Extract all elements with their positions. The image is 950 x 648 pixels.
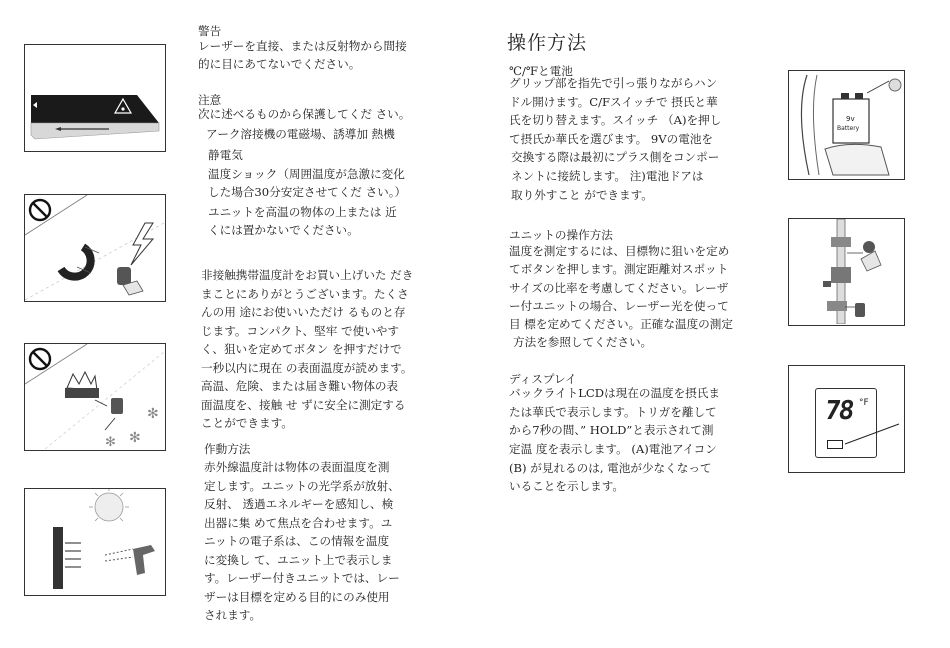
principle-line: 反射、 透過エネルギーを感知し、検: [204, 497, 394, 511]
display-line: たは華氏で表示します。トリガを離して: [509, 405, 717, 419]
no-magnetic-field-illustration: [24, 194, 166, 302]
principle-line: ザーは目標を定める目的にのみ使用: [204, 590, 390, 604]
principle-line: ニットの電子系は、この情報を温度: [204, 534, 390, 548]
thermometer-gun-icon: [133, 545, 155, 575]
principle-heading: 作動方法: [204, 442, 251, 456]
battery-line: 取り外すこと ができます。: [511, 188, 653, 202]
operation-line: 温度を測定するには、目標物に狙いを定め: [509, 244, 730, 258]
svg-text:✻: ✻: [129, 430, 141, 446]
battery-heading: ℃/℉と電池: [509, 64, 573, 78]
caution-item: した場合30分安定させてくだ さい。）: [208, 185, 407, 199]
principle-line: す。レーザー付きユニットでは、レー: [204, 571, 400, 585]
infrared-principle-illustration: [24, 488, 166, 596]
principle-line: 赤外線温度計は物体の表面温度を測: [204, 460, 390, 474]
pipe-measurement-illustration: [788, 218, 905, 326]
no-heat-illustration: [24, 343, 166, 451]
sun-icon: [95, 493, 123, 521]
operation-heading: ユニットの操作方法: [509, 228, 613, 242]
display-line: から7秒の間、” HOLD”と表示されて測: [509, 423, 714, 437]
intro-line: んの用 途にお使いいただけ るものと存: [201, 305, 406, 319]
display-line: バックライトLCDは現在の温度を摂氏ま: [509, 386, 721, 400]
laser-warning-label-illustration: [24, 44, 166, 152]
principle-line: 出器に集 めて焦点を合わせます。ユ: [204, 516, 393, 530]
battery-line: ネントに接続します。 注)電池ドアは: [511, 169, 704, 183]
warning-line-1: レーザーを直接、または反射物から間接: [198, 39, 407, 53]
intro-line: 面温度を、接触 せ ずに安全に測定する: [201, 398, 406, 412]
principle-line: 定します。ユニットの光学系が放射、: [204, 479, 400, 493]
target-object: [53, 527, 63, 589]
caution-item: アーク溶接機の電磁場、誘導加 熱機: [206, 127, 395, 141]
magnet-icon: [61, 247, 91, 277]
intro-line: 一秒以内に現在 の表面温度が読めます。: [201, 361, 413, 375]
caution-item: 温度ショック（周囲温度が急激に変化: [208, 167, 405, 181]
operation-line: サイズの比率を考慮してください。レーザ: [509, 281, 729, 295]
snowflake-icon: ✻: [147, 406, 159, 422]
intro-line: まことにありがとうございます。たくさ: [201, 287, 409, 301]
caution-item: ユニットを高温の物体の上または 近: [208, 205, 397, 219]
operation-line: ー付ユニットの場合、レーザー光を使って: [509, 299, 729, 313]
principle-line: に変換し て、ユニット上で表示しま: [204, 553, 393, 567]
battery-line: 氏を切り替えます。スイッチ （A)を押し: [509, 113, 722, 127]
lcd-temperature-value: 78: [822, 396, 855, 426]
lcd-unit: °F: [859, 398, 869, 408]
battery-compartment-illustration: [788, 70, 905, 180]
battery-line: 交換する際は最初にプラス側をコンポー: [511, 150, 720, 164]
intro-line: 非接触携帯温度計をお買い上げいた だき: [201, 268, 414, 282]
warning-heading: 警告: [198, 24, 222, 38]
operation-line: てボタンを押します。測定距離対スポット: [509, 262, 729, 276]
svg-text:✻: ✻: [105, 435, 116, 449]
display-line: いることを示します。: [509, 479, 625, 493]
principle-line: されます。: [204, 608, 262, 622]
battery-line: グリップ部を指先で引っ張りながらハン: [509, 76, 718, 90]
intro-line: く、狙いを定めてボタン を押すだけで: [201, 342, 402, 356]
lcd-display-illustration: [788, 365, 905, 473]
caution-intro: 次に述べるものから保護してくだ さい。: [198, 107, 411, 121]
display-heading: ディスプレイ: [509, 372, 577, 386]
flame-icon: [67, 372, 97, 390]
caution-item: くには置かないでください。: [208, 223, 359, 237]
display-line: (B) が見れるのは, 電池が少なくなって: [509, 461, 712, 475]
battery-line: ドル開けます。C/Fスイッチで 摂氏と華: [509, 95, 718, 109]
battery-label-9v: 9v: [846, 115, 855, 123]
display-line: 定温 度を表示します。 (A)電池アイコン: [509, 442, 717, 456]
operation-line: 目 標を定めてください。正確な温度の測定: [509, 317, 733, 331]
intro-line: ことができます。: [201, 416, 293, 430]
operation-line: 方法を参照してください。: [513, 335, 653, 349]
warning-line-2: 的に目にあてないでください。: [198, 57, 361, 71]
intro-line: 高温、危険、または届き難い物体の表: [201, 379, 399, 393]
lightning-icon: [131, 223, 153, 265]
caution-heading: 注意: [198, 93, 222, 107]
intro-line: じます。コンパクト、堅牢 で使いやす: [201, 324, 399, 338]
page-title: 操作方法: [507, 32, 588, 54]
battery-line: て摂氏か華氏を選びます。 9Vの電池を: [509, 132, 714, 146]
battery-label-text: Battery: [837, 125, 860, 132]
caution-item: 静電気: [208, 148, 243, 162]
